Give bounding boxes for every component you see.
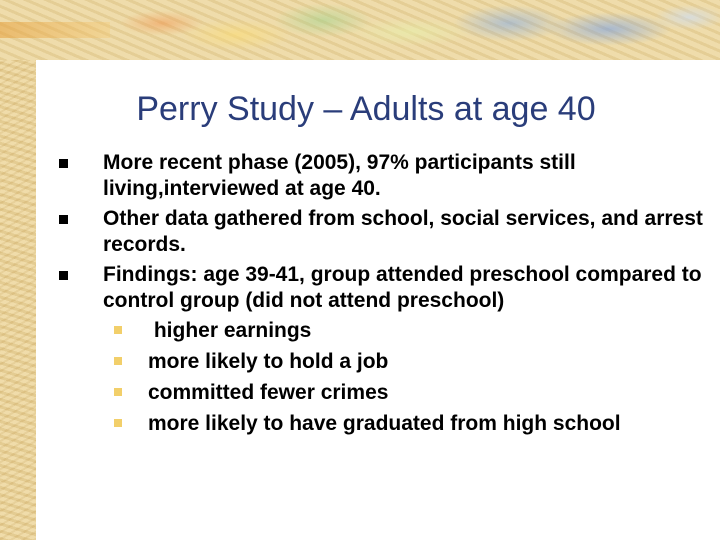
bullet-text: Findings: age 39-41, group attended preschool compared to control group (did not attend preschool) <box>103 263 702 312</box>
square-sub-bullet-icon <box>114 326 122 334</box>
square-sub-bullet-icon <box>114 419 122 427</box>
sub-bullet-item <box>103 349 706 374</box>
bullet-item <box>56 150 706 202</box>
square-sub-bullet-icon <box>114 388 122 396</box>
sub-bullet-list <box>103 318 706 436</box>
sub-bullet-text: more likely to have graduated from high school <box>148 412 621 435</box>
bullet-text: Other data gathered from school, social services, and arrest records. <box>103 207 703 256</box>
bullet-item <box>56 206 706 258</box>
square-bullet-icon <box>59 271 68 280</box>
bullet-text: More recent phase (2005), 97% participants still living,interviewed at age 40. <box>103 151 576 200</box>
sub-bullet-item <box>103 380 706 405</box>
slide-title: Perry Study – Adults at age 40 <box>136 90 596 128</box>
bullet-item <box>56 262 706 436</box>
sub-bullet-item <box>103 411 706 436</box>
sub-bullet-item <box>103 318 706 343</box>
decorative-left-border <box>0 0 36 540</box>
square-bullet-icon <box>59 159 68 168</box>
slide-content <box>36 60 720 540</box>
square-sub-bullet-icon <box>114 357 122 365</box>
sub-bullet-text: higher earnings <box>148 319 312 342</box>
decorative-top-artwork <box>100 0 720 58</box>
sub-bullet-text: committed fewer crimes <box>148 381 389 404</box>
square-bullet-icon <box>59 215 68 224</box>
sub-bullet-text: more likely to hold a job <box>148 350 389 373</box>
bullet-list <box>56 150 706 442</box>
decorative-gold-strip <box>0 22 110 38</box>
